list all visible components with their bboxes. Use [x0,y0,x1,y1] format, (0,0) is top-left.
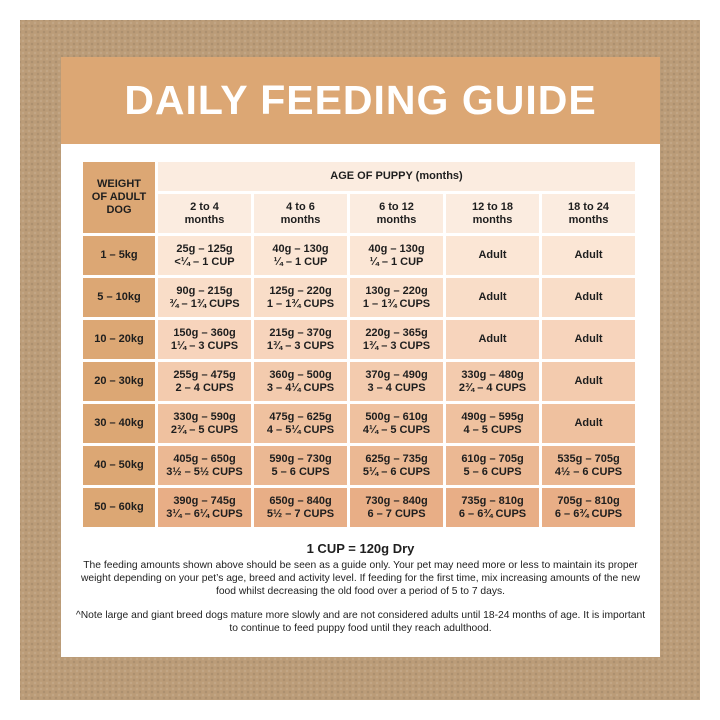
table-row [83,488,635,527]
amount-cell [158,362,251,401]
cups-text: ¼ – 1 CUP [369,255,424,268]
amount-cell [350,404,443,443]
grams-text: 330g – 480g [461,368,524,381]
amount-cell [254,404,347,443]
cups-text: 2 – 4 CUPS [175,381,234,394]
large-breed-note: ^Note large and giant breed dogs mature more slowly and are not considered adults until 18-24 months of age. It is important to continue to feed puppy food until they reach adulthood. [75,610,646,634]
grams-text: 370g – 490g [365,368,428,381]
feeding-guide-card [61,57,660,657]
amount-cell [254,362,347,401]
cups-text: 2¾ – 5 CUPS [170,423,239,436]
weight-cell: 40 – 50kg [83,446,155,485]
grams-text: 40g – 130g [272,242,329,255]
amount-cell [446,278,539,317]
amount-cell [446,320,539,359]
grams-text: 590g – 730g [269,452,332,465]
grams-text: Adult [574,417,603,429]
grams-text: 535g – 705g [557,452,620,465]
grams-text: 490g – 595g [461,410,524,423]
grams-text: 500g – 610g [365,410,428,423]
amount-cell [350,446,443,485]
grams-text: 40g – 130g [368,242,425,255]
weight-header-line: WEIGHT [97,178,141,190]
cups-text: 1 – 1¾ CUPS [362,297,431,310]
weight-cell: 20 – 30kg [83,362,155,401]
age-column-line: 18 to 24 [568,200,609,213]
grams-text: 650g – 840g [269,494,332,507]
amount-cell [350,320,443,359]
grams-text: 25g – 125g [176,242,233,255]
cups-text: 1¼ – 3 CUPS [170,339,239,352]
age-column-header [158,194,251,233]
cups-text: 2¾ – 4 CUPS [458,381,527,394]
cups-text: <¼ – 1 CUP [174,255,235,268]
cups-text: 4½ – 6 CUPS [554,465,623,478]
grams-text: 735g – 810g [461,494,524,507]
age-column-line: 6 to 12 [379,200,414,213]
cups-text: 6 – 7 CUPS [367,507,426,520]
table-row [83,236,635,275]
amount-cell [158,488,251,527]
grams-text: 255g – 475g [173,368,236,381]
age-header: AGE OF PUPPY (months) [158,162,635,191]
grams-text: 705g – 810g [557,494,620,507]
table-row [83,404,635,443]
amount-cell [350,488,443,527]
amount-cell [254,320,347,359]
weight-cell: 50 – 60kg [83,488,155,527]
cups-text: 4 – 5¼ CUPS [266,423,335,436]
age-column-header [542,194,635,233]
weight-cell: 30 – 40kg [83,404,155,443]
grams-text: Adult [478,291,507,303]
table-row [83,320,635,359]
amount-cell [446,362,539,401]
cups-text: 4¼ – 5 CUPS [362,423,431,436]
amount-cell [446,488,539,527]
cups-text: 6 – 6¾ CUPS [458,507,527,520]
grams-text: 220g – 365g [365,326,428,339]
amount-cell [158,236,251,275]
cups-text: 1 – 1¾ CUPS [266,297,335,310]
amount-cell [446,236,539,275]
age-column-header [446,194,539,233]
grams-text: 130g – 220g [365,284,428,297]
cups-text: 5¼ – 6 CUPS [362,465,431,478]
grams-text: 125g – 220g [269,284,332,297]
age-column-line: months [376,213,417,226]
cups-text: 4 – 5 CUPS [463,423,522,436]
cups-text: 1¾ – 3 CUPS [266,339,335,352]
amount-cell [254,278,347,317]
amount-cell [542,236,635,275]
amount-cell [254,488,347,527]
weight-header-line: DOG [106,204,132,216]
age-column-line: months [472,213,513,226]
cups-text: 1¾ – 3 CUPS [362,339,431,352]
weight-header-line: OF ADULT [91,191,147,203]
age-column-header [350,194,443,233]
grams-text: Adult [574,375,603,387]
cups-text: ¾ – 1¾ CUPS [169,297,240,310]
amount-cell [542,362,635,401]
amount-cell [158,404,251,443]
amount-cell [254,236,347,275]
age-column-header [254,194,347,233]
feeding-description: The feeding amounts shown above should be seen as a guide only. Your pet may need more or less to maintain its proper weight depending on your pet’s age, breed and activity level. If feeding for the first time, mix increasing amounts of the new food whilst decreasing the old food over a period of 5 to 7 days. [80,560,641,597]
age-column-line: months [280,213,321,226]
grams-text: 330g – 590g [173,410,236,423]
table-row [83,362,635,401]
weight-cell: 1 – 5kg [83,236,155,275]
cups-text: 3 – 4¼ CUPS [266,381,335,394]
page-title: DAILY FEEDING GUIDE [124,77,597,123]
grams-text: 215g – 370g [269,326,332,339]
age-column-line: 2 to 4 [190,200,219,213]
weight-header [83,162,155,233]
amount-cell [254,446,347,485]
grams-text: 390g – 745g [173,494,236,507]
weight-cell: 5 – 10kg [83,278,155,317]
cups-text: 3 – 4 CUPS [367,381,426,394]
age-column-line: months [568,213,609,226]
amount-cell [542,404,635,443]
cups-text: 3¼ – 6¼ CUPS [166,507,243,520]
grams-text: Adult [574,249,603,261]
amount-cell [446,446,539,485]
grams-text: 730g – 840g [365,494,428,507]
age-column-line: 12 to 18 [472,200,513,213]
table-row [83,278,635,317]
grams-text: 475g – 625g [269,410,332,423]
amount-cell [350,236,443,275]
amount-cell [350,278,443,317]
cups-text: ¼ – 1 CUP [273,255,328,268]
age-column-line: 4 to 6 [286,200,315,213]
grams-text: 150g – 360g [173,326,236,339]
grams-text: 90g – 215g [176,284,233,297]
cups-text: 5½ – 7 CUPS [266,507,335,520]
table-row [83,446,635,485]
feeding-table [80,159,638,530]
grams-text: Adult [574,291,603,303]
amount-cell [542,278,635,317]
title-band [61,57,660,144]
amount-cell [158,446,251,485]
cups-text: 5 – 6 CUPS [271,465,330,478]
cups-text: 3½ – 5½ CUPS [166,465,243,478]
amount-cell [158,278,251,317]
cups-text: 6 – 6¾ CUPS [554,507,623,520]
grams-text: Adult [478,333,507,345]
grams-text: Adult [478,249,507,261]
amount-cell [542,446,635,485]
grams-text: Adult [574,333,603,345]
weight-cell: 10 – 20kg [83,320,155,359]
cups-text: 5 – 6 CUPS [463,465,522,478]
grams-text: 360g – 500g [269,368,332,381]
cup-conversion-note: 1 CUP = 120g Dry [306,541,415,556]
amount-cell [542,488,635,527]
amount-cell [350,362,443,401]
amount-cell [446,404,539,443]
grams-text: 610g – 705g [461,452,524,465]
grams-text: 405g – 650g [173,452,236,465]
grams-text: 625g – 735g [365,452,428,465]
age-column-line: months [184,213,225,226]
amount-cell [158,320,251,359]
amount-cell [542,320,635,359]
